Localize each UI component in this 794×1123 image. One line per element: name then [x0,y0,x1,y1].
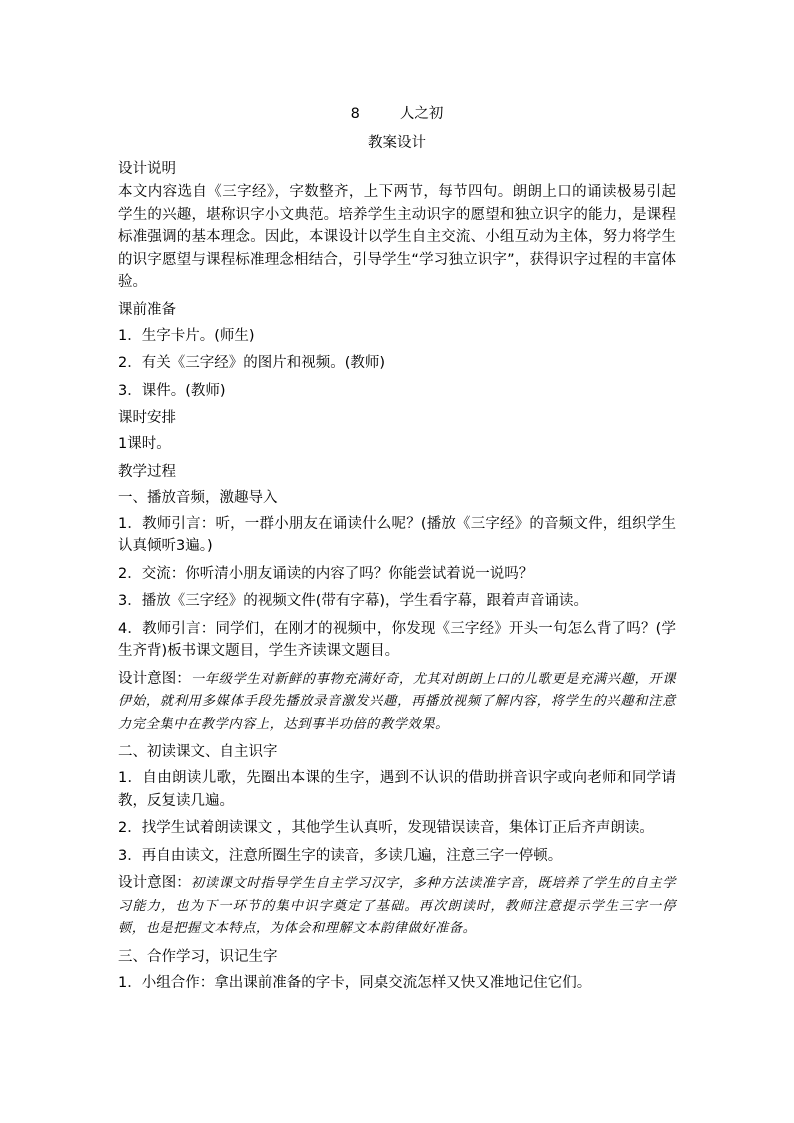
schedule-heading: 课时安排 [118,410,176,426]
lesson-number: 8 [350,106,360,122]
part3-item: 1．小组合作：拿出课前准备的字卡，同桌交流怎样又快又准地记住它们。 [118,974,592,991]
part2-heading: 二、初读课文、自主识字 [118,744,278,760]
schedule-text: 1课时。 [118,436,171,452]
preparation-item: 1．生字卡片。(师生) [118,327,255,344]
part1-heading: 一、播放音频，激趣导入 [118,489,278,506]
lesson-title-line [118,104,676,124]
design-notes-text: 本文内容选自《三字经》，字数整齐，上下两节，每节四句。朗朗上口的诵读极易引起学生的兴趣，堪称识字小文典范。培养学生主动识字的愿望和独立识字的能力，是课程标准强调的基本理念。因此，本课设计以学生自主交流、小组互动为主体，努力将学生的识字愿望与课程标准理念相结合，引导学生“学习独立识字”，获得识字过程的丰富体验。 [118,184,676,290]
design-intent-label: 设计意图： [118,875,191,891]
design-intent-text: 初读课文时指导学生自主学习汉字，多种方法读准字音，既培养了学生的自主学习能力，也为下一环节的集中识字奠定了基础。再次朗读时，教师注意提示学生三字一停顿，也是把握文本特点，为体会和理解文本韵律做好准备。 [118,876,677,936]
document-subtitle: 教案设计 [368,135,426,151]
part1-item: 2．交流：你听清小朋友诵读的内容了吗？你能尝试着说一说吗？ [118,565,534,582]
preparation-heading: 课前准备 [118,301,176,318]
part2-design-intent [118,872,676,941]
part1-item: 4．教师引言：同学们，在刚才的视频中，你发现《三字经》开头一句怎么背了吗？(学生齐背)板书课文题目，学生齐读课文题目。 [118,620,676,659]
part2-item: 1．自由朗读儿歌，先圈出本课的生字，遇到不认识的借助拼音识字或向老师和同学请教，反复读几遍。 [118,770,676,809]
design-notes-heading: 设计说明 [118,161,176,177]
document-page [118,96,676,994]
design-intent-label: 设计意图： [118,670,191,687]
part1-item: 1．教师引言：听，一群小朋友在诵读什么呢？(播放《三字经》的音频文件，组织学生认真倾听3遍。) [118,515,676,554]
part3-heading: 三、合作学习，识记生字 [118,948,278,965]
preparation-item: 3．课件。(教师) [118,382,226,399]
design-intent-text: 一年级学生对新鲜的事物充满好奇，尤其对朗朗上口的儿歌更是充满兴趣，开课伊始，就利用多媒体手段先播放录音激发兴趣，再播放视频了解内容，将学生的兴趣和注意力完全集中在教学内容上，达到事半功倍的教学效果。 [118,671,677,732]
lesson-title: 人之初 [399,106,444,122]
process-heading: 教学过程 [118,463,176,480]
part1-design-intent [118,668,676,737]
part1-item: 3．播放《三字经》的视频文件(带有字幕)，学生看字幕，跟着声音诵读。 [118,593,589,609]
part2-item: 3．再自由读文，注意所圈生字的读音，多读几遍，注意三字一停顿。 [118,847,563,864]
preparation-item: 2．有关《三字经》的图片和视频。(教师) [118,355,386,371]
part2-item: 2．找学生试着朗读课文 ，其他学生认真听，发现错误读音，集体订正后齐声朗读。 [118,820,654,836]
